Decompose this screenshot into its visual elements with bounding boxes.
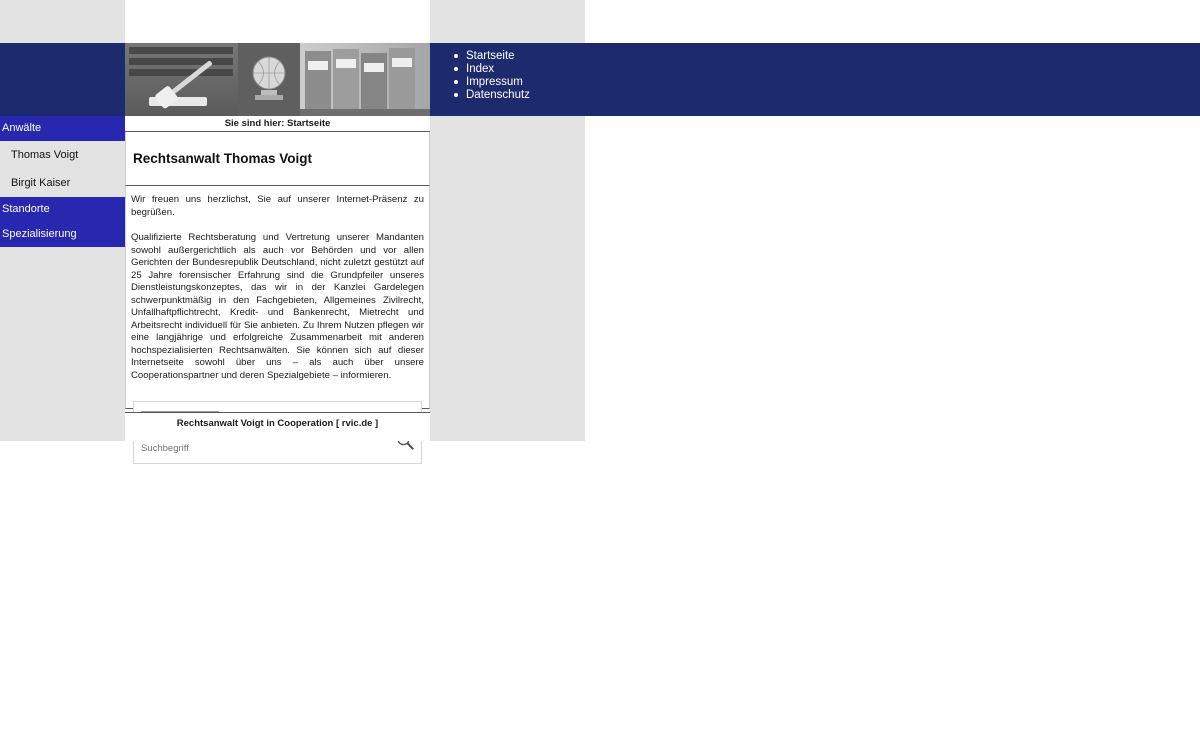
topnav-item-datenschutz[interactable] <box>450 89 630 102</box>
sidebar <box>0 116 125 441</box>
topnav-link-index[interactable]: Index <box>466 63 495 76</box>
topnav-link-startseite[interactable]: Startseite <box>466 50 515 62</box>
header-photo <box>125 43 430 116</box>
sidebar-item-label: Thomas Voigt <box>11 149 79 161</box>
top-right-spacer <box>430 0 585 43</box>
top-left-spacer <box>0 0 125 43</box>
breadcrumb-bar <box>125 116 430 132</box>
sidebar-item-thomas-voigt[interactable] <box>0 141 125 169</box>
bullet-icon <box>454 54 458 58</box>
intro-paragraph: Wir freuen uns herzlichst, Sie auf unserer Internet-Präsenz zu begrüßen. <box>131 194 424 218</box>
bullet-icon <box>454 93 458 97</box>
sidebar-item-birgit-kaiser[interactable] <box>0 169 125 197</box>
bullet-icon <box>454 80 458 84</box>
sidebar-section-label: Standorte <box>2 203 50 215</box>
bullet-icon <box>454 67 458 71</box>
page-title-box <box>125 132 430 186</box>
sidebar-section-standorte[interactable] <box>0 197 125 222</box>
sidebar-section-anwaelte[interactable] <box>0 116 125 141</box>
top-navigation-list <box>430 50 630 102</box>
breadcrumb: Sie sind hier: Startseite <box>224 118 331 129</box>
sidebar-item-label: Birgit Kaiser <box>11 177 71 189</box>
right-spacer-column <box>430 116 585 441</box>
sidebar-section-label: Spezialisierung <box>2 228 77 240</box>
topnav-item-index[interactable] <box>450 63 630 76</box>
main-content <box>125 116 430 441</box>
topnav-item-impressum[interactable] <box>450 76 630 89</box>
sidebar-section-label: Anwälte <box>2 122 42 134</box>
topnav-link-impressum[interactable]: Impressum <box>466 76 523 89</box>
page-title: Rechtsanwalt Thomas Voigt <box>133 151 313 166</box>
footer-text: Rechtsanwalt Voigt in Cooperation [ rvic.de ] <box>176 418 379 429</box>
footer <box>125 412 430 441</box>
topnav-item-startseite[interactable] <box>450 50 630 63</box>
content-body <box>125 186 430 409</box>
description-paragraph: Qualifizierte Rechtsberatung und Vertretung unserer Mandanten sowohl außergerichtlich als auch vor Behörden und vor allen Gerichten der Bundesrepublik Deutschland, nicht zuletzt gestützt auf 25 Jahre forensischer Erfahrung sind die Grundpfeiler unseres Dienstleistungskonzeptes, das wir in der Kanzlei Gardelegen schwerpunktmäßig in den Fachgebieten, Allgemeines Zivilrecht, Unfallhaftpflichtrecht, Kredit- und Bankenrecht, Mietrecht und Arbeitsrecht individuell für Sie anbieten. Zu Ihrem Nutzen pflegen wir eine langjährige und erfolgreiche Zusammenarbeit mit anderen hochspezialisierten Rechtsanwälten. Sie können sich auf dieser Internetseite sowohl über uns – als auch über unsere Cooperationspartner und deren Spezialgebiete – informieren. <box>131 232 424 381</box>
sidebar-section-spezialisierung[interactable] <box>0 222 125 247</box>
topnav-link-datenschutz[interactable]: Datenschutz <box>466 89 530 102</box>
search-input[interactable] <box>141 442 381 456</box>
top-center-spacer <box>125 0 430 43</box>
